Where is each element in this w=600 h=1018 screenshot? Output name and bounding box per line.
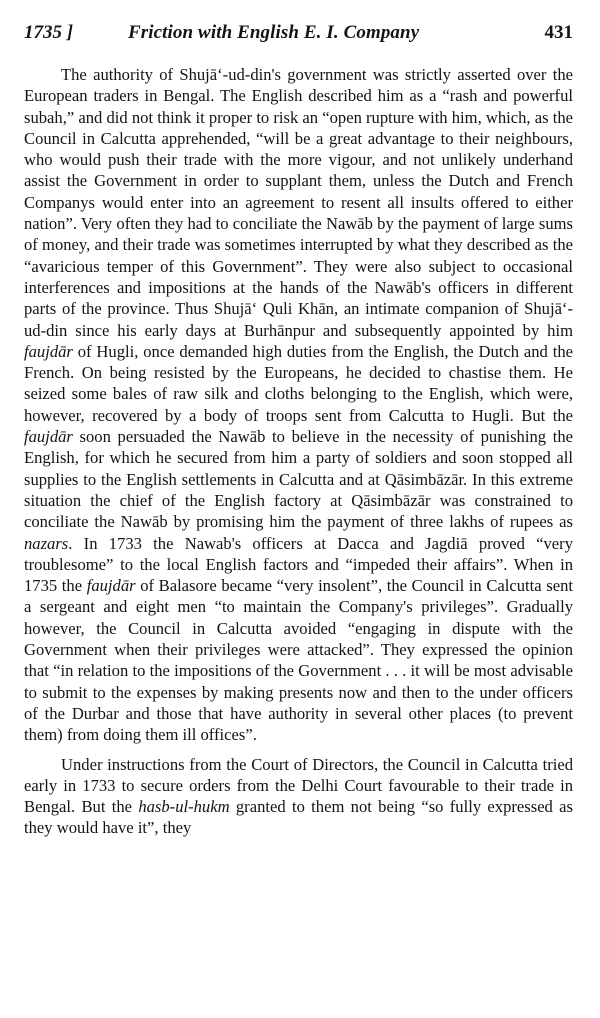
body-text [24,64,573,839]
italic-term: nazars [24,533,69,553]
text-run: of Hugli, once demanded high duties from the English, the Dutch and the French. On being resisted by the Europeans, he decided to chastise them. He seized some bales of raw silk and cloths belonging to the English, which were, however, recovered by a body of troops sent from Calcutta to Hugli. But the [24,341,573,425]
running-header [24,16,573,50]
text-run: granted to them not being “so fully expressed as they would have it”, they [24,797,573,838]
text-run: Under instructions from the Court of Directors, the Council in Calcutta tried early in 1733 to secure orders from the Delhi Court favourable to their trade in Bengal. But the [24,754,573,817]
italic-term: faujdār [24,341,73,361]
paragraph-2 [24,754,573,839]
italic-term: hasb-ul-hukm [138,797,230,817]
text-run: . In 1733 the Nawab's officers at Dacca and Jagdiā proved “very troublesome” to the local English factors and “impeded their affairs”. When in 1735 the [24,533,573,596]
italic-term: faujdār [86,576,136,596]
running-title: Friction with English E. I. Company [128,22,420,43]
text-run: The authority of Shujā‘-ud-din's government was strictly asserted over the European traders in Bengal. The English described him as a “rash and powerful subah,” and did not think it proper to risk an “open rupture with him, which, as the Council in Calcutta apprehended, “will be a great advantage to their neighbours, who would push their trade with the more vigour, and not unlikely underhand assist the Government in order to supplant them, unless the Dutch and French Companys would enter into an agreement to resent all insults offered to either nation”. Very often they had to conciliate the Nawāb by the payment of large sums of money, and their trade was sometimes interrupted by what they described as the “avaricious temper of this Government”. They were also subject to occasional interferences and impositions at the hands of the Nawāb's officers in different parts of the province. Thus Shujā‘ Quli Khān, an intimate companion of Shujā‘-ud-din since his early days at Burhānpur and subsequently appointed by him [24,65,573,340]
header-year: 1735 ] [24,22,74,43]
paragraph-1 [24,64,573,746]
book-page [24,16,573,839]
page-number: 431 [544,22,573,43]
italic-term: faujdār [24,427,73,447]
text-run: of Balasore became “very insolent”, the Council in Calcutta sent a sergeant and eight men “to maintain the Company's privileges”. Gradually however, the Council in Calcutta avoided “engaging in dispute with the Government when their privileges were attacked”. They expressed the opinion that “in relation to the impositions of the Government . . . it will be most advisable to submit to the expenses by making presents now and then to the under officers of the Durbar and those that have authority in several other places (to prevent them) from doing them ill offices”. [24,576,573,745]
text-run: soon persuaded the Nawāb to believe in the necessity of punishing the English, for which he secured from him a party of soldiers and soon stopped all supplies to the English settlements in Calcutta and at Qāsimbāzār. In this extreme situation the chief of the English factory at Qāsimbāzār was constrained to conciliate the Nawāb by promising him the payment of three lakhs of rupees as [24,427,573,532]
